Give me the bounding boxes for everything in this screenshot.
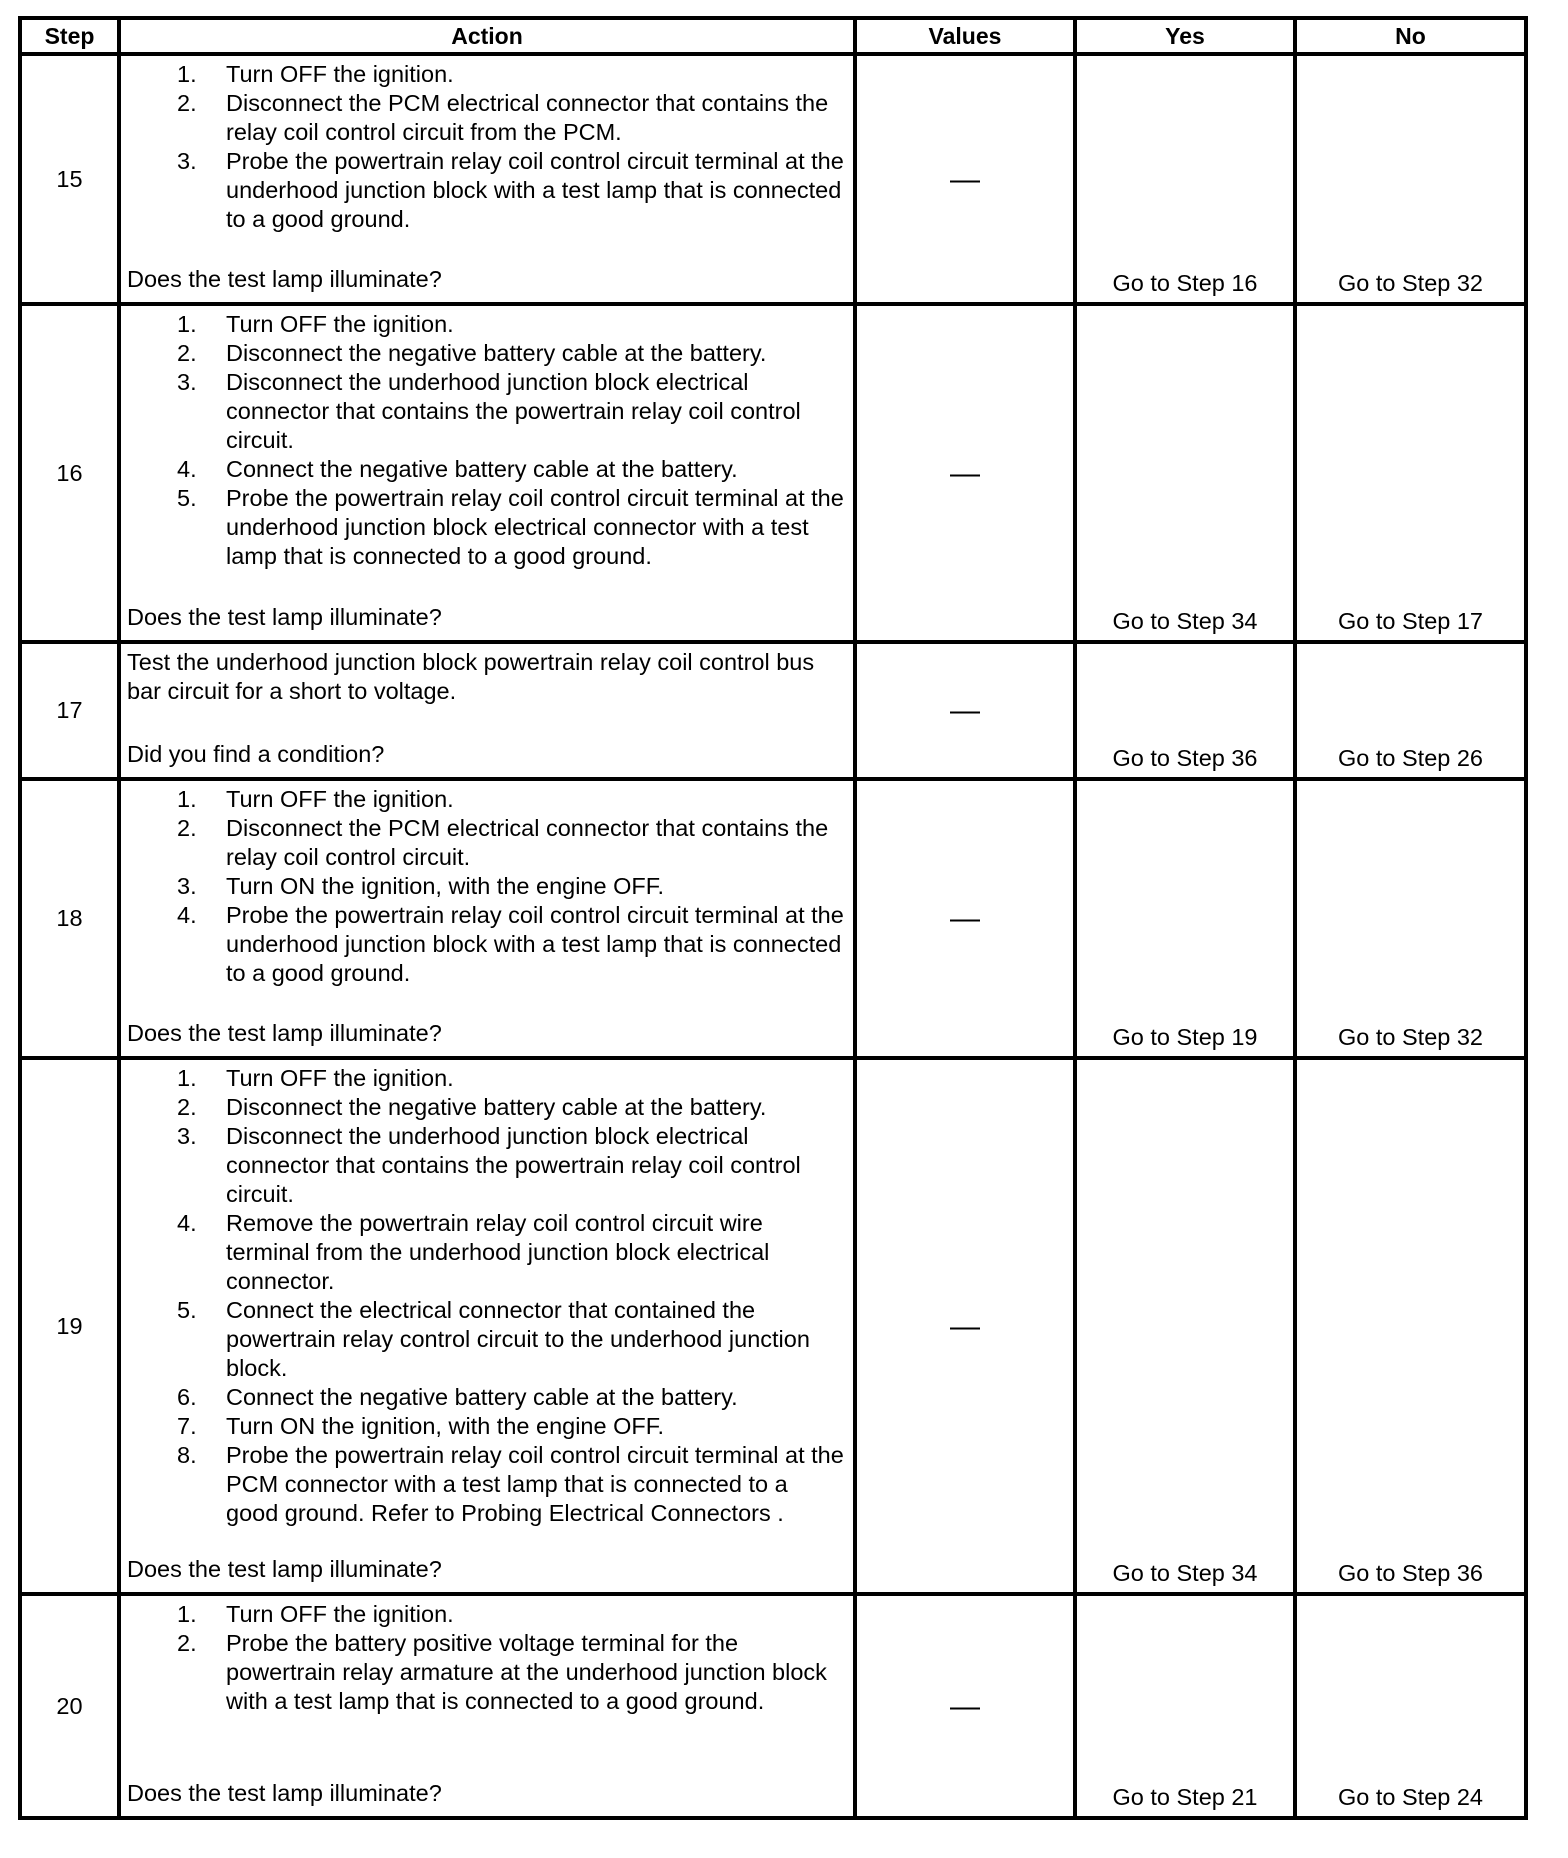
list-item-text: Disconnect the underhood junction block electrical connector that contains the powertrain relay coil control circuit. (226, 369, 801, 453)
step-number: 20 (20, 1594, 119, 1818)
list-item-number: 1. (177, 1065, 197, 1091)
yes-goto: Go to Step 34 (1075, 1058, 1295, 1594)
step-number: 18 (20, 779, 119, 1058)
list-item-number: 2. (177, 1094, 197, 1120)
action-question: Does the test lamp illuminate? (127, 1556, 442, 1582)
list-item (127, 1600, 845, 1629)
action-instructions (127, 60, 845, 234)
values-cell: — (855, 642, 1075, 779)
list-item-number: 7. (177, 1413, 197, 1439)
action-intro: Test the underhood junction block powertrain relay coil control bus bar circuit for a short to voltage. (127, 649, 815, 704)
instruction-list (127, 785, 845, 988)
list-item-number: 1. (177, 786, 197, 812)
list-item-number: 4. (177, 902, 197, 928)
values-cell: — (855, 54, 1075, 304)
list-item-text: Connect the negative battery cable at the battery. (226, 456, 738, 482)
list-item-number: 1. (177, 1601, 197, 1627)
list-item-number: 2. (177, 90, 197, 116)
list-item (127, 368, 845, 455)
list-item-number: 5. (177, 1297, 197, 1323)
list-item (127, 1209, 845, 1296)
step-number: 19 (20, 1058, 119, 1594)
list-item-text: Probe the powertrain relay coil control circuit terminal at the underhood junction block with a test lamp that is connected to a good ground. (226, 902, 844, 986)
action-instructions (127, 1600, 845, 1716)
list-item (127, 872, 845, 901)
table-row (20, 779, 1526, 1058)
action-content (127, 1600, 845, 1808)
action-instructions (127, 1064, 845, 1528)
list-item-number: 3. (177, 369, 197, 395)
list-item (127, 455, 845, 484)
list-item (127, 60, 845, 89)
table-row (20, 304, 1526, 642)
action-question: Does the test lamp illuminate? (127, 266, 442, 292)
action-cell (119, 54, 855, 304)
list-item-text: Turn ON the ignition, with the engine OFF. (226, 1413, 665, 1439)
no-goto: Go to Step 36 (1295, 1058, 1526, 1594)
list-item-text: Probe the powertrain relay coil control circuit terminal at the underhood junction block with a test lamp that is connected to a good ground. (226, 148, 844, 232)
header-values: Values (855, 18, 1075, 54)
yes-goto: Go to Step 21 (1075, 1594, 1295, 1818)
list-item (127, 1629, 845, 1716)
list-item-text: Turn OFF the ignition. (226, 311, 454, 337)
action-content (127, 648, 845, 769)
yes-goto: Go to Step 19 (1075, 779, 1295, 1058)
action-cell (119, 304, 855, 642)
list-item (127, 1441, 845, 1528)
action-instructions (127, 785, 845, 988)
list-item-text: Probe the powertrain relay coil control circuit terminal at the underhood junction block electrical connector with a test lamp that is connected to a good ground. (226, 485, 844, 569)
no-goto: Go to Step 24 (1295, 1594, 1526, 1818)
list-item (127, 1296, 845, 1383)
list-item-text: Disconnect the PCM electrical connector that contains the relay coil control circuit. (226, 815, 829, 870)
list-item-text: Connect the negative battery cable at the battery. (226, 1384, 738, 1410)
table-row (20, 54, 1526, 304)
action-cell (119, 1594, 855, 1818)
step-number: 17 (20, 642, 119, 779)
values-cell: — (855, 1594, 1075, 1818)
list-item (127, 1122, 845, 1209)
no-goto: Go to Step 17 (1295, 304, 1526, 642)
list-item-number: 4. (177, 1210, 197, 1236)
header-step: Step (20, 18, 119, 54)
list-item (127, 1412, 845, 1441)
list-item-number: 4. (177, 456, 197, 482)
values-cell: — (855, 1058, 1075, 1594)
values-cell: — (855, 779, 1075, 1058)
list-item (127, 89, 845, 147)
table-row (20, 1594, 1526, 1818)
list-item-number: 1. (177, 311, 197, 337)
list-item-text: Turn OFF the ignition. (226, 1065, 454, 1091)
action-question: Does the test lamp illuminate? (127, 604, 442, 630)
yes-goto: Go to Step 16 (1075, 54, 1295, 304)
list-item-text: Probe the powertrain relay coil control circuit terminal at the PCM connector with a test lamp that is connected to a good ground. Refer to Probing Electrical Connectors . (226, 1442, 844, 1526)
action-question: Does the test lamp illuminate? (127, 1020, 442, 1046)
list-item-text: Turn ON the ignition, with the engine OFF. (226, 873, 665, 899)
list-item-text: Probe the battery positive voltage terminal for the powertrain relay armature at the underhood junction block with a test lamp that is connected to a good ground. (226, 1630, 827, 1714)
action-cell (119, 642, 855, 779)
instruction-list (127, 1064, 845, 1528)
table-row (20, 642, 1526, 779)
list-item-number: 5. (177, 485, 197, 511)
action-content (127, 310, 845, 632)
action-content (127, 60, 845, 294)
list-item (127, 339, 845, 368)
diagnostic-table (18, 16, 1528, 1820)
list-item-number: 2. (177, 815, 197, 841)
list-item (127, 901, 845, 988)
yes-goto: Go to Step 36 (1075, 642, 1295, 779)
list-item-number: 6. (177, 1384, 197, 1410)
action-instructions (127, 648, 845, 706)
list-item-text: Disconnect the underhood junction block electrical connector that contains the powertrain relay coil control circuit. (226, 1123, 801, 1207)
list-item (127, 814, 845, 872)
list-item-text: Connect the electrical connector that contained the powertrain relay control circuit to the underhood junction block. (226, 1297, 810, 1381)
header-yes: Yes (1075, 18, 1295, 54)
action-instructions (127, 310, 845, 571)
header-row (20, 18, 1526, 54)
instruction-list (127, 1600, 845, 1716)
list-item (127, 310, 845, 339)
list-item-text: Turn OFF the ignition. (226, 61, 454, 87)
yes-goto: Go to Step 34 (1075, 304, 1295, 642)
list-item (127, 1383, 845, 1412)
list-item-number: 3. (177, 1123, 197, 1149)
action-cell (119, 1058, 855, 1594)
list-item-text: Disconnect the PCM electrical connector that contains the relay coil control circuit from the PCM. (226, 90, 829, 145)
action-content (127, 1064, 845, 1584)
action-cell (119, 779, 855, 1058)
list-item-number: 8. (177, 1442, 197, 1468)
list-item-text: Disconnect the negative battery cable at the battery. (226, 1094, 767, 1120)
instruction-list (127, 310, 845, 571)
list-item-number: 1. (177, 61, 197, 87)
action-question: Did you find a condition? (127, 741, 385, 767)
list-item (127, 147, 845, 234)
table-body (20, 54, 1526, 1818)
no-goto: Go to Step 32 (1295, 54, 1526, 304)
step-number: 15 (20, 54, 119, 304)
list-item (127, 484, 845, 571)
list-item (127, 1064, 845, 1093)
step-number: 16 (20, 304, 119, 642)
list-item-number: 2. (177, 1630, 197, 1656)
action-question: Does the test lamp illuminate? (127, 1780, 442, 1806)
no-goto: Go to Step 26 (1295, 642, 1526, 779)
header-action: Action (119, 18, 855, 54)
list-item-number: 2. (177, 340, 197, 366)
list-item-text: Turn OFF the ignition. (226, 786, 454, 812)
list-item (127, 1093, 845, 1122)
list-item (127, 785, 845, 814)
list-item-text: Turn OFF the ignition. (226, 1601, 454, 1627)
action-content (127, 785, 845, 1048)
instruction-list (127, 60, 845, 234)
values-cell: — (855, 304, 1075, 642)
list-item-text: Disconnect the negative battery cable at the battery. (226, 340, 767, 366)
list-item-number: 3. (177, 873, 197, 899)
list-item-text: Remove the powertrain relay coil control circuit wire terminal from the underhood junction block electrical connector. (226, 1210, 770, 1294)
no-goto: Go to Step 32 (1295, 779, 1526, 1058)
table-row (20, 1058, 1526, 1594)
header-no: No (1295, 18, 1526, 54)
list-item-number: 3. (177, 148, 197, 174)
